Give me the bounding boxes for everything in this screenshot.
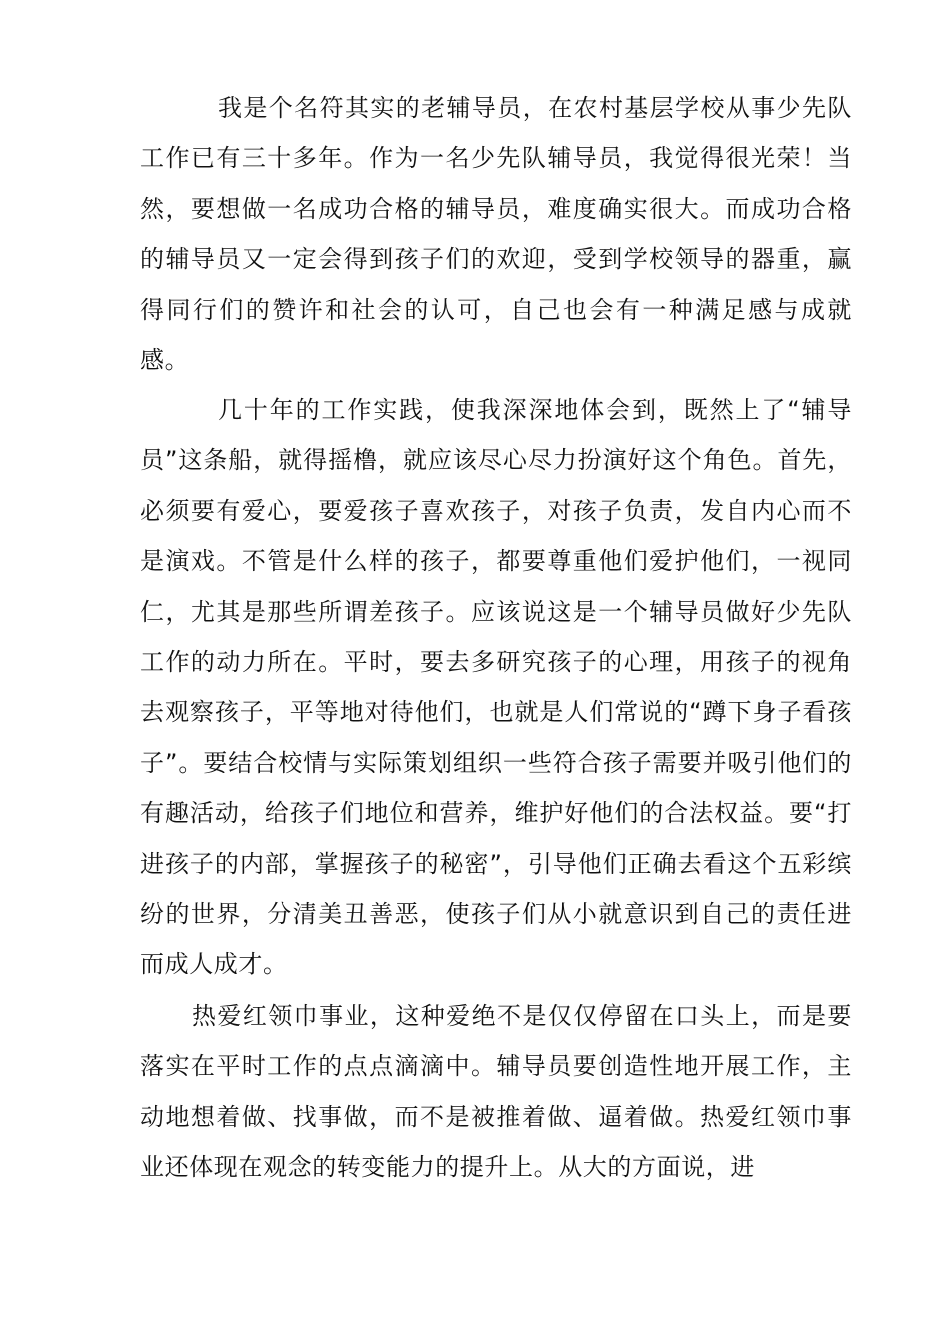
paragraph-3: 热爱红领巾事业，这种爱绝不是仅仅停留在口头上，而是要落实在平时工作的点点滴滴中。辅导员要创造性地开展工作，主动地想着做、找事做，而不是被推着做、逼着做。热爱红领巾事业还体现在观念的转变能力的提升上。从大的方面说，进 — [140, 1002, 852, 1182]
paragraph-1: 我是个名符其实的老辅导员，在农村基层学校从事少先队工作已有三十多年。作为一名少先队辅导员，我觉得很光荣！当然，要想做一名成功合格的辅导员，难度确实很大。而成功合格的辅导员又一定会得到孩子们的欢迎，受到学校领导的器重，赢得同行们的赞许和社会的认可，自己也会有一种满足感与成就感。 — [140, 94, 852, 375]
paragraph-2: 几十年的工作实践，使我深深地体会到，既然上了“辅导员”这条船，就得摇橹，就应该尽心尽力扮演好这个角色。首先，必须要有爱心，要爱孩子喜欢孩子，对孩子负责，发自内心而不是演戏。不管是什么样的孩子，都要尊重他们爱护他们，一视同仁，尤其是那些所谓差孩子。应该说这是一个辅导员做好少先队工作的动力所在。平时，要去多研究孩子的心理，用孩子的视角去观察孩子，平等地对待他们，也就是人们常说的“蹲下身子看孩子”。要结合校情与实际策划组织一些符合孩子需要并吸引他们的有趣活动，给孩子们地位和营养，维护好他们的合法权益。要“打进孩子的内部，掌握孩子的秘密”，引导他们正确去看这个五彩缤纷的世界，分清美丑善恶，使孩子们从小就意识到自己的责任进而成人成才。 — [140, 396, 852, 979]
